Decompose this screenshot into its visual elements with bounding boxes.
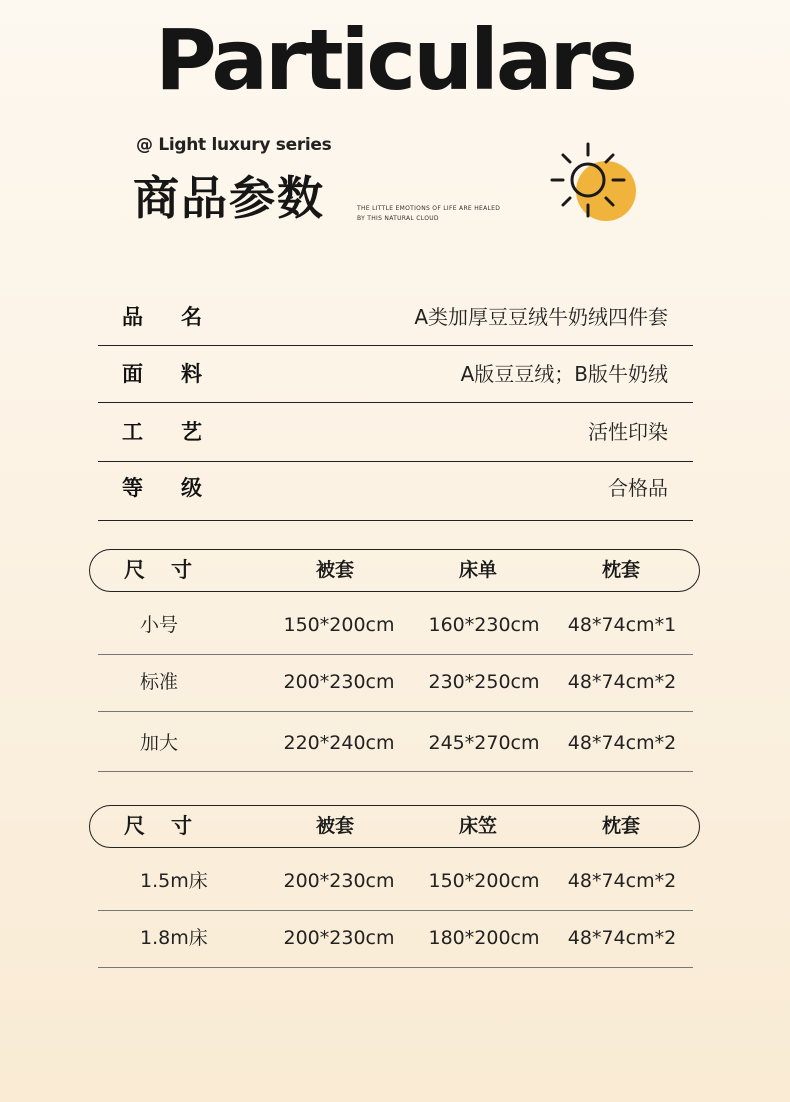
info-value: 活性印染 (588, 420, 668, 444)
size-table-2-header (89, 805, 700, 848)
info-row-grade (98, 462, 693, 521)
row-size: 标准 (140, 671, 179, 693)
cell-duvet: 220*240cm (283, 732, 395, 754)
tagline-line-1: THE LITTLE EMOTIONS OF LIFE ARE HEALED (357, 205, 501, 212)
tagline (357, 204, 517, 224)
cell-fitted-sheet: 180*200cm (428, 927, 540, 949)
row-size: 1.5m床 (140, 870, 208, 892)
table-row (98, 597, 693, 655)
table-row (98, 654, 693, 712)
section-title: 商品参数 (133, 171, 325, 225)
cell-pillow: 48*74cm*2 (567, 927, 677, 949)
info-label: 面 料 (122, 362, 202, 386)
cell-sheet: 160*230cm (428, 614, 540, 636)
info-row-fabric (98, 346, 693, 403)
info-value: 合格品 (608, 476, 668, 500)
header-col-sheet: 床单 (458, 559, 498, 581)
cell-pillow: 48*74cm*2 (567, 671, 677, 693)
sun-icon (548, 140, 640, 226)
info-value: A类加厚豆豆绒牛奶绒四件套 (414, 305, 668, 329)
header-col-pillow: 枕套 (601, 559, 641, 581)
row-size: 加大 (140, 732, 179, 754)
header-col-duvet: 被套 (315, 815, 355, 837)
info-row-craft (98, 403, 693, 462)
cell-duvet: 200*230cm (283, 927, 395, 949)
cell-pillow: 48*74cm*2 (567, 870, 677, 892)
cell-duvet: 200*230cm (283, 671, 395, 693)
cell-duvet: 150*200cm (283, 614, 395, 636)
header-label: 尺 寸 (124, 814, 192, 838)
page-title: Particulars (155, 11, 635, 109)
header-col-fitted-sheet: 床笠 (458, 815, 498, 837)
series-subtitle: @ Light luxury series (136, 135, 332, 155)
header-col-pillow: 枕套 (601, 815, 641, 837)
info-label: 工 艺 (122, 420, 202, 444)
row-size: 1.8m床 (140, 927, 208, 949)
cell-sheet: 245*270cm (428, 732, 540, 754)
header-label: 尺 寸 (124, 558, 192, 582)
info-row-name (98, 289, 693, 346)
info-value: A版豆豆绒；B版牛奶绒 (460, 362, 668, 386)
tagline-line-2: BY THIS NATURAL CLOUD (357, 215, 439, 222)
cell-duvet: 200*230cm (283, 870, 395, 892)
table-row (98, 910, 693, 968)
info-label: 品 名 (122, 305, 202, 329)
cell-fitted-sheet: 150*200cm (428, 870, 540, 892)
cell-sheet: 230*250cm (428, 671, 540, 693)
table-row (98, 853, 693, 911)
info-label: 等 级 (122, 476, 202, 500)
row-size: 小号 (140, 614, 179, 636)
cell-pillow: 48*74cm*1 (567, 614, 677, 636)
size-table-1-header (89, 549, 700, 592)
cell-pillow: 48*74cm*2 (567, 732, 677, 754)
table-row (98, 711, 693, 772)
header-col-duvet: 被套 (315, 559, 355, 581)
